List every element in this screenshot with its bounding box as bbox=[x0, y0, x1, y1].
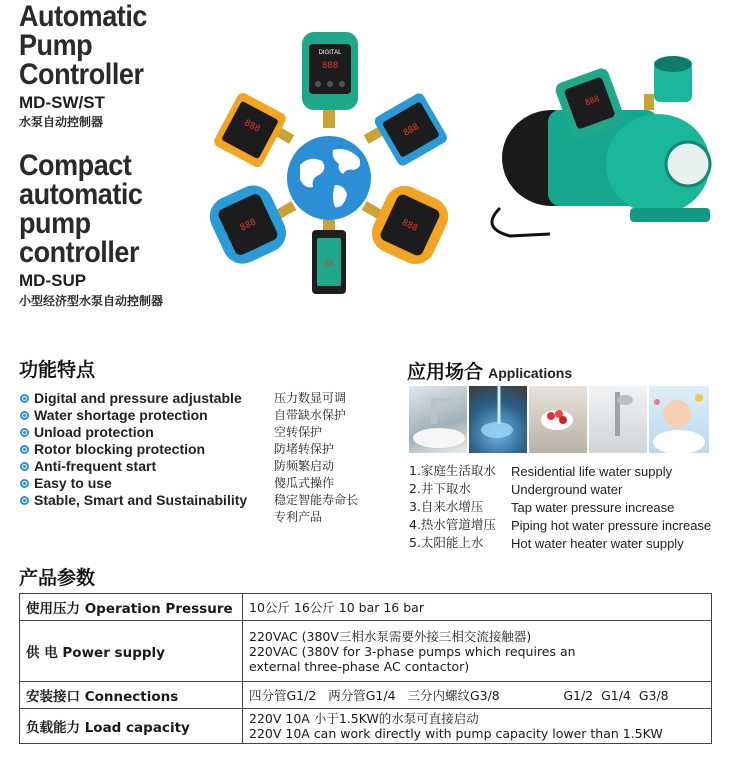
bullet-icon bbox=[20, 496, 29, 505]
table-row bbox=[20, 621, 712, 682]
feature-item: Easy to use bbox=[20, 475, 247, 492]
feature-item-cn: 稳定智能寿命长 bbox=[274, 493, 359, 507]
blue-controller-device-right bbox=[373, 91, 449, 167]
svg-text:888: 888 bbox=[583, 93, 601, 108]
svg-text:888: 888 bbox=[242, 118, 262, 135]
features-heading: 功能特点 bbox=[19, 359, 96, 381]
application-item-en: Hot water heater water supply bbox=[511, 536, 684, 551]
application-item-en: Tap water pressure increase bbox=[511, 500, 675, 515]
param-key: 供 电 Power supply bbox=[20, 621, 243, 682]
photo-shower bbox=[589, 386, 647, 453]
feature-item-cn: 防频繁启动 bbox=[274, 459, 335, 473]
param-key: 安装接口 Connections bbox=[20, 682, 243, 709]
title-block-1 bbox=[19, 2, 161, 89]
param-value: 四分管G1/2 两分管G1/4 三分内螺纹G3/8 G1/2 G1/4 G3/8 bbox=[243, 682, 712, 709]
param-key: 使用压力 Operation Pressure bbox=[20, 594, 243, 621]
params-heading: 产品参数 bbox=[19, 567, 96, 589]
title-block-2 bbox=[19, 151, 156, 267]
features-list-cn bbox=[274, 390, 358, 526]
model-2-cn: 小型经济型水泵自动控制器 bbox=[19, 294, 164, 308]
title-line: automatic bbox=[19, 178, 143, 211]
bullet-icon bbox=[20, 411, 29, 420]
photo-baby-bath bbox=[649, 386, 709, 453]
table-row bbox=[20, 682, 712, 709]
table-row bbox=[20, 594, 712, 621]
feature-item-cn: 自带缺水保护 bbox=[274, 408, 347, 422]
param-value: 220V 10A 小于1.5KW的水泵可直接启动 220V 10A can work directly with pump capacity lower than 1.5KW bbox=[243, 709, 712, 744]
model-1: MD-SW/ST bbox=[19, 93, 105, 112]
application-item-en: Underground water bbox=[511, 482, 623, 497]
feature-item: Rotor blocking protection bbox=[20, 441, 247, 458]
application-item-en: Piping hot water pressure increase bbox=[511, 518, 712, 533]
photo-tap-fruit bbox=[529, 386, 587, 453]
feature-item-cn: 压力数显可调 bbox=[274, 391, 347, 405]
param-value: 10公斤 16公斤 10 bar 16 bar bbox=[243, 594, 712, 621]
svg-text:88: 88 bbox=[324, 260, 334, 268]
green-controller-device bbox=[302, 32, 358, 110]
application-item-cn: 4.热水管道增压 bbox=[409, 517, 496, 532]
model-2: MD-SUP bbox=[19, 271, 87, 290]
controller-cluster-illustration bbox=[205, 30, 455, 298]
applications-list-cn bbox=[409, 462, 496, 552]
application-item-cn: 1.家庭生活取水 bbox=[409, 463, 496, 478]
application-item-en: Residential life water supply bbox=[511, 464, 673, 479]
feature-item-cn: 专利产品 bbox=[274, 510, 323, 524]
feature-item-cn: 空转保护 bbox=[274, 425, 323, 439]
title-line: Automatic bbox=[19, 0, 147, 33]
applications-list-en bbox=[511, 463, 711, 553]
photo-sink bbox=[409, 386, 467, 453]
title-line: Pump bbox=[19, 29, 93, 62]
title-line: controller bbox=[19, 236, 140, 269]
feature-item: Water shortage protection bbox=[20, 407, 247, 424]
feature-item: Anti-frequent start bbox=[20, 458, 247, 475]
svg-text:888: 888 bbox=[400, 217, 420, 234]
feature-item: Unload protection bbox=[20, 424, 247, 441]
svg-text:888: 888 bbox=[321, 61, 339, 71]
feature-item: Digital and pressure adjustable bbox=[20, 390, 247, 407]
title-line: Compact bbox=[19, 149, 132, 182]
svg-text:888: 888 bbox=[401, 121, 421, 139]
bullet-icon bbox=[20, 394, 29, 403]
svg-text:DIGITAL: DIGITAL bbox=[318, 50, 342, 56]
application-item-cn: 5.太阳能上水 bbox=[409, 535, 484, 550]
globe-icon bbox=[287, 136, 371, 220]
bullet-icon bbox=[20, 445, 29, 454]
params-table bbox=[19, 593, 712, 744]
bullet-icon bbox=[20, 428, 29, 437]
feature-item: Stable, Smart and Sustainability bbox=[20, 492, 247, 509]
applications-heading: 应用场合 Applications bbox=[407, 361, 573, 383]
pump-with-controller-illustration bbox=[480, 48, 735, 238]
orange-round-controller-device bbox=[365, 179, 454, 270]
bullet-icon bbox=[20, 479, 29, 488]
feature-item-cn: 傻瓜式操作 bbox=[274, 476, 335, 490]
bullet-icon bbox=[20, 462, 29, 471]
param-value: 220VAC (380V三相水泵需要外接三相交流接触器) 220VAC (380V for 3-phase pumps which requires an external three-phase AC contactor) bbox=[243, 621, 712, 682]
title-line: pump bbox=[19, 207, 91, 240]
feature-item-cn: 防堵转保护 bbox=[274, 442, 335, 456]
model-1-cn: 水泵自动控制器 bbox=[19, 115, 104, 129]
param-key: 负载能力 Load capacity bbox=[20, 709, 243, 744]
title-line: Controller bbox=[19, 58, 144, 91]
application-item-cn: 2.井下取水 bbox=[409, 481, 471, 496]
compact-controller-device bbox=[312, 230, 346, 294]
features-list-en bbox=[20, 390, 247, 509]
blue-round-controller-device bbox=[205, 179, 293, 270]
photo-well-water bbox=[469, 386, 527, 453]
orange-controller-device-left bbox=[212, 91, 288, 169]
application-item-cn: 3.自来水增压 bbox=[409, 499, 484, 514]
table-row bbox=[20, 709, 712, 744]
svg-text:888: 888 bbox=[238, 217, 258, 234]
